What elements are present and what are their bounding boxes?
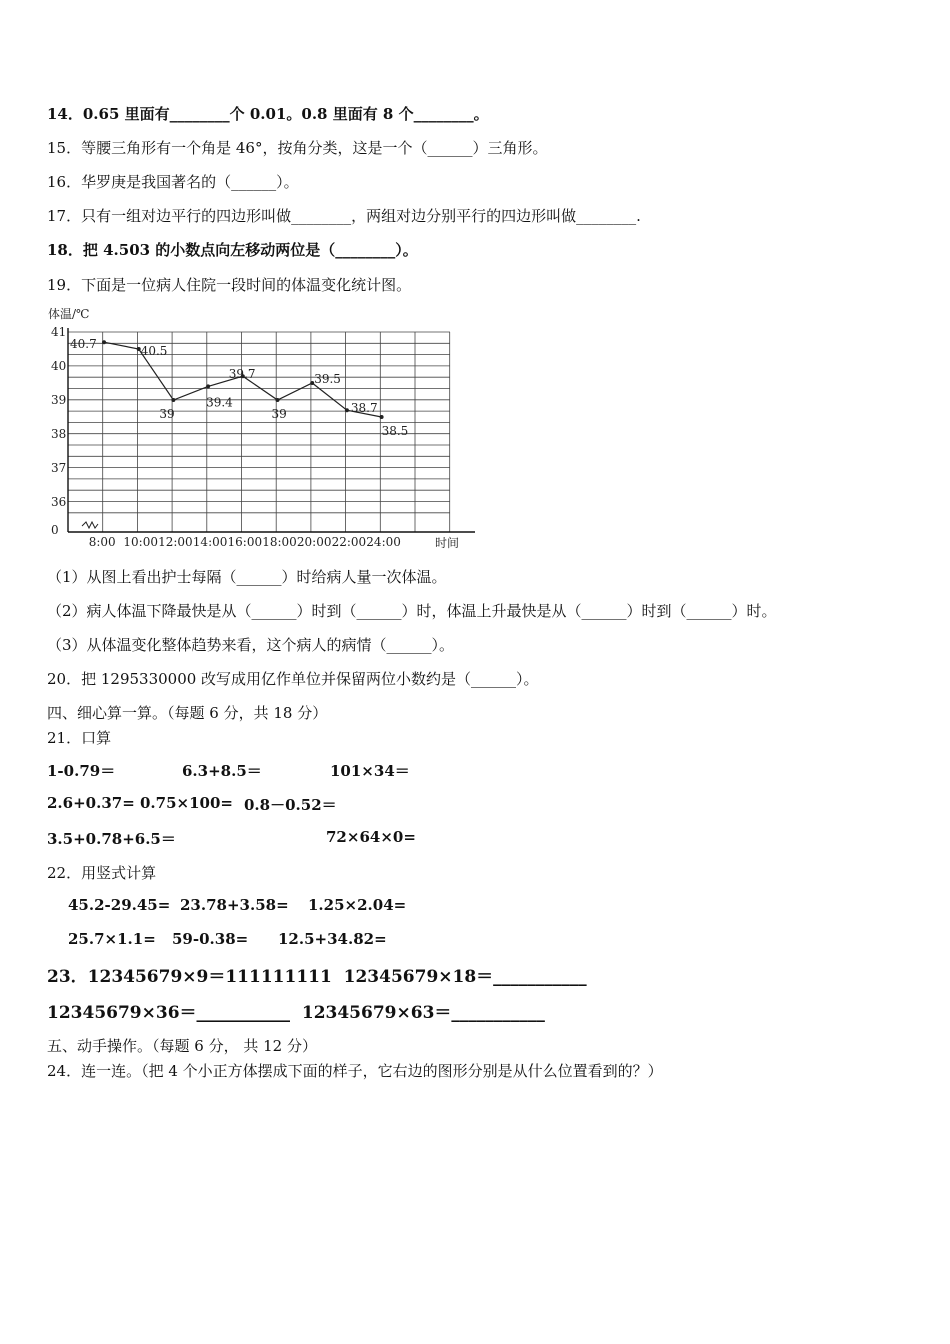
question-20: 20．把 1295330000 改写成用亿作单位并保留两位小数约是（______）。 xyxy=(47,670,539,688)
y-tick-label: 40 xyxy=(51,359,67,373)
question-23-line-1: 23．12345679×9＝111111111 12345679×18＝___________ xyxy=(47,967,587,987)
x-tick-label: 24:00 xyxy=(366,535,401,549)
axis-break-icon xyxy=(82,522,98,528)
question-15: 15．等腰三角形有一个角是 46°，按角分类，这是一个（______）三角形。 xyxy=(47,139,548,157)
data-label: 39.4 xyxy=(206,395,233,410)
y-tick-label: 36 xyxy=(51,495,67,509)
question-19: 19．下面是一位病人住院一段时间的体温变化统计图。 xyxy=(47,276,412,294)
data-label: 39 xyxy=(159,407,175,421)
question-19-3: （3）从体温变化整体趋势来看，这个病人的病情（______）。 xyxy=(47,636,455,654)
y-tick-label: 38 xyxy=(51,427,67,441)
data-point xyxy=(276,398,280,402)
y-tick-label: 39 xyxy=(51,393,67,407)
question-14: 14．0.65 里面有________个 0.01。0.8 里面有 8 个________。 xyxy=(47,105,489,123)
y-axis-label: 体温/℃ xyxy=(48,307,90,321)
y-tick-label: 0 xyxy=(51,523,59,537)
question-16: 16．华罗庚是我国著名的（______）。 xyxy=(47,173,299,191)
question-22: 22．用竖式计算 xyxy=(47,864,157,882)
x-tick-label: 22:00 xyxy=(331,535,367,549)
calc-22-1: 45.2-29.45= xyxy=(68,896,171,914)
calc-22-6: 12.5+34.82= xyxy=(278,930,387,948)
calc-21-5: 0.75×100= xyxy=(140,794,233,812)
calc-21-3: 101×34＝ xyxy=(330,762,410,780)
data-label: 39.7 xyxy=(228,367,256,382)
calc-21-7: 3.5+0.78+6.5＝ xyxy=(47,830,176,848)
data-labels xyxy=(70,337,408,438)
x-axis-label: 时间 xyxy=(435,536,460,550)
x-tick-label: 20:00 xyxy=(296,535,332,549)
data-label: 40.7 xyxy=(70,337,97,352)
data-label: 39.5 xyxy=(314,372,341,386)
data-point xyxy=(102,340,106,344)
x-tick-label: 18:00 xyxy=(262,535,297,549)
question-18: 18．把 4.503 的小数点向左移动两位是（________）。 xyxy=(47,241,418,259)
x-tick-labels xyxy=(89,535,401,549)
question-23-line-2: 12345679×36＝___________ 12345679×63＝___________ xyxy=(47,1003,545,1023)
x-tick-label: 8:00 xyxy=(88,535,116,549)
data-point xyxy=(206,384,210,388)
question-19-1: （1）从图上看出护士每隔（______）时给病人量一次体温。 xyxy=(47,568,447,586)
calc-21-4: 2.6+0.37= xyxy=(47,794,135,812)
x-tick-label: 12:00 xyxy=(158,535,193,549)
x-tick-label: 10:00 xyxy=(123,535,158,549)
x-tick-label: 16:00 xyxy=(227,535,263,549)
data-label: 40.5 xyxy=(140,344,168,358)
y-tick-labels xyxy=(51,325,66,537)
question-21: 21．口算 xyxy=(47,729,112,747)
calc-22-5: 59-0.38= xyxy=(172,930,249,948)
calc-22-3: 1.25×2.04= xyxy=(308,896,407,914)
question-17: 17．只有一组对边平行的四边形叫做________，两组对边分别平行的四边形叫做________. xyxy=(47,207,641,225)
data-label: 38.7 xyxy=(350,401,378,416)
data-label: 39 xyxy=(271,407,287,421)
calc-21-2: 6.3+8.5＝ xyxy=(182,762,262,780)
temperature-line-chart xyxy=(40,300,490,555)
y-tick-label: 37 xyxy=(51,461,67,475)
section-5-heading: 五、动手操作。（每题 6 分， 共 12 分） xyxy=(47,1037,317,1055)
x-tick-label: 14:00 xyxy=(192,535,228,549)
data-point xyxy=(171,398,175,402)
data-label: 38.5 xyxy=(381,424,409,438)
calc-21-6: 0.8－0.52＝ xyxy=(244,796,337,814)
section-4-heading: 四、细心算一算。（每题 6 分，共 18 分） xyxy=(47,704,328,722)
calc-22-4: 25.7×1.1= xyxy=(68,930,156,948)
data-point xyxy=(380,415,384,419)
question-19-2: （2）病人体温下降最快是从（______）时到（______）时，体温上升最快是从（______）时到（______）时。 xyxy=(47,602,777,620)
calc-21-8: 72×64×0= xyxy=(326,828,416,846)
question-24: 24．连一连。（把 4 个小正方体摆成下面的样子，它右边的图形分别是从什么位置看到的？） xyxy=(47,1062,663,1080)
calc-22-2: 23.78+3.58= xyxy=(180,896,289,914)
data-point xyxy=(345,408,349,412)
calc-21-1: 1-0.79＝ xyxy=(47,762,116,780)
y-tick-label: 41 xyxy=(51,325,67,339)
